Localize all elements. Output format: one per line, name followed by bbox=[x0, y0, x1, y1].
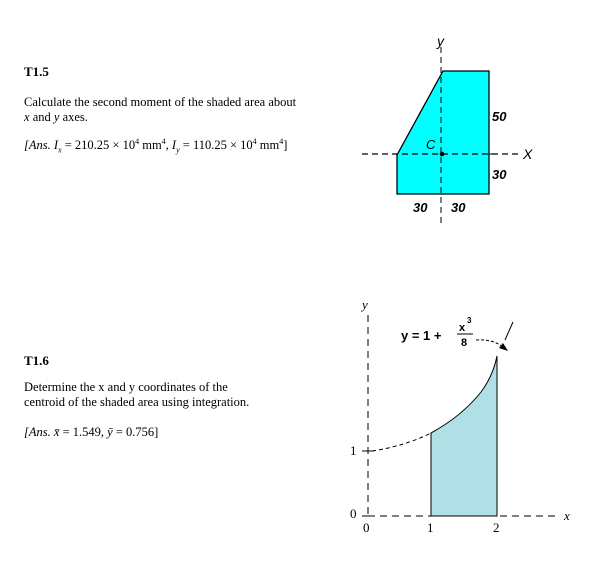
t15-dim-right: 30 bbox=[451, 200, 466, 215]
t15-heading: T1.5 bbox=[24, 64, 49, 79]
t16-equation-arrow bbox=[476, 340, 503, 347]
t16-equation-numerator: x bbox=[459, 322, 466, 334]
t16-tick-label-origin-x: 0 bbox=[363, 520, 370, 535]
t16-answer: [Ans. x̄ = 1.549, ȳ = 0.756] bbox=[24, 425, 159, 439]
t16-y-label: y bbox=[362, 297, 368, 312]
t15-dim-top: 50 bbox=[492, 109, 507, 124]
t15-dim-left: 30 bbox=[413, 200, 428, 215]
t16-equation-lhs: y = 1 + bbox=[401, 328, 442, 343]
t15-y-label: y bbox=[437, 33, 444, 49]
t16-curve-dashed bbox=[372, 433, 431, 451]
t16-question-line2: centroid of the shaded area using integration. bbox=[24, 395, 250, 409]
t15-question-line2: x and y axes. bbox=[24, 110, 88, 124]
t16-curve-tail bbox=[505, 322, 513, 340]
t16-tick-label-x1: 1 bbox=[427, 520, 434, 535]
t16-equation-denominator: 8 bbox=[461, 337, 468, 349]
t15-answer: [Ans. $I_x = 210.25 \times 10^4$ $mm^4$, $I_y = 110.25 \times 10^4$ $mm^4$] bbox=[24, 137, 288, 155]
t16-x-label: x bbox=[564, 508, 570, 523]
t16-arrowhead bbox=[499, 343, 508, 351]
t15-question-line1: Calculate the second moment of the shaded area about bbox=[24, 95, 297, 109]
t15-centroid-label: C bbox=[426, 137, 436, 152]
t16-question-line1: Determine the x and y coordinates of the bbox=[24, 380, 228, 394]
t16-tick-label-y1: 1 bbox=[350, 443, 357, 458]
t16-tick-label-x2: 2 bbox=[493, 520, 500, 535]
t15-x-label: X bbox=[523, 146, 533, 162]
t16-shaded-area bbox=[431, 356, 497, 516]
t16-heading: T1.6 bbox=[24, 353, 49, 368]
t15-dim-bottom: 30 bbox=[492, 167, 507, 182]
t16-equation-numerator-exp: 3 bbox=[467, 316, 472, 325]
t16-tick-label-origin-y: 0 bbox=[350, 506, 357, 521]
